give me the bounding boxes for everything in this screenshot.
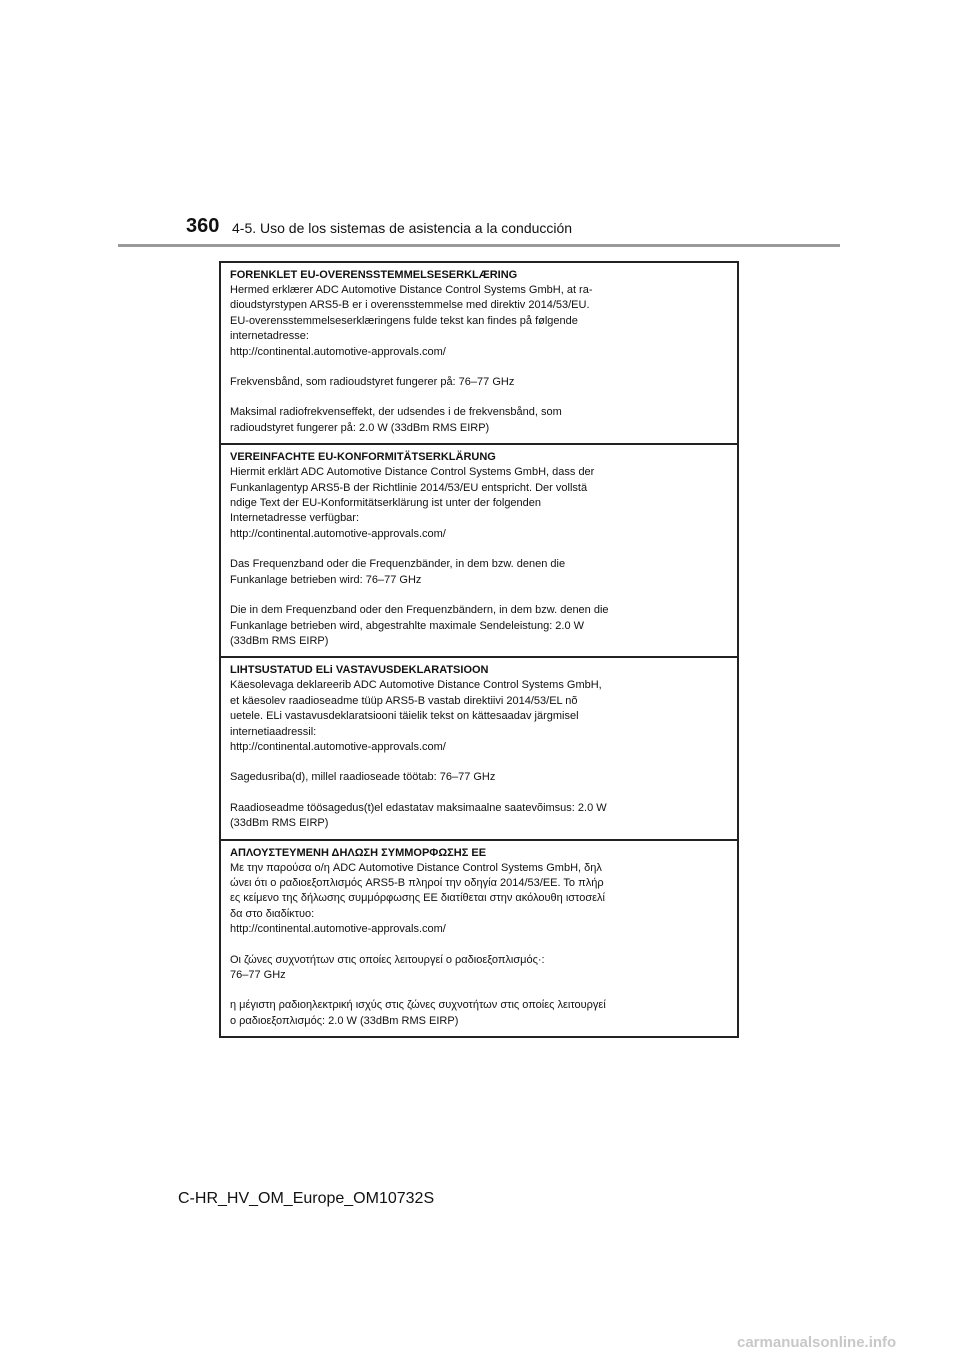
declaration-line: Οι ζώνες συχνοτήτων στις οποίες λειτουργεί ο ραδιοεξοπλισμός·: [230, 953, 545, 966]
page-header [0, 0, 960, 250]
declaration-line: (33dBm RMS EIRP) [230, 634, 329, 647]
section-title: 4-5. Uso de los sistemas de asistencia a la conducción [232, 220, 573, 236]
declaration-line: internetiaadressil: [230, 725, 317, 738]
declaration-line: Hermed erklærer ADC Automotive Distance Control Systems GmbH, at ra- [230, 284, 593, 296]
declaration-line: (33dBm RMS EIRP) [230, 817, 329, 830]
declaration-title: FORENKLET EU-OVERENSSTEMMELSESERKLÆRING [230, 269, 518, 281]
declaration-line: ες κείμενο της δήλωσης συμμόρφωσης ΕΕ διατίθεται στην ακόλουθη ιστοσελί [230, 892, 606, 905]
declaration-line: Die in dem Frequenzband oder den Frequenzbändern, in dem bzw. denen die [230, 604, 609, 617]
paragraph-gap [230, 938, 728, 953]
declaration-line: Internetadresse verfügbar: [230, 512, 360, 525]
document-code: C-HR_HV_OM_Europe_OM10732S [178, 1190, 435, 1207]
paragraph-gap [230, 786, 728, 801]
declaration-line: ώνει ότι ο ραδιοεξοπλισμός ARS5-B πληροί την οδηγία 2014/53/ΕΕ. Το πλήρ [230, 876, 604, 889]
page-number: 360 [186, 215, 220, 237]
declaration-line: Frekvensbånd, som radioudstyret fungerer på: 76–77 GHz [230, 376, 515, 389]
declaration-title: LIHTSUSTATUD ELi VASTAVUSDEKLARATSIOON [230, 664, 489, 677]
paragraph-gap [230, 390, 728, 405]
declaration-title: ΑΠΛΟΥΣΤΕΥΜΕΝΗ ΔΗΛΩΣΗ ΣΥΜΜΟΡΦΩΣΗΣ ΕΕ [230, 846, 487, 859]
declaration-line: δα στο διαδίκτυο: [230, 907, 315, 920]
declaration-line: EU-overensstemmelseserklæringens fulde tekst kan findes på følgende [230, 314, 578, 327]
declaration-line: http://continental.automotive-approvals.com/ [230, 345, 446, 358]
declaration-line: Funkanlagentyp ARS5-B der Richtlinie 2014/53/EU entspricht. Der vollstä [230, 481, 588, 494]
declaration-line: radioudstyret fungerer på: 2.0 W (33dBm RMS EIRP) [230, 421, 490, 434]
declaration-line: η μέγιστη ραδιοηλεκτρική ισχύς στις ζώνες συχνοτήτων στις οποίες λειτουργεί [230, 999, 606, 1012]
declaration-line: dioudstyrstypen ARS5-B er i overensstemmelse med direktiv 2014/53/EU. [230, 299, 590, 312]
declaration-line: Funkanlage betrieben wird: 76–77 GHz [230, 573, 422, 586]
declaration-block [221, 445, 737, 658]
declaration-line: Με την παρούσα ο/η ADC Automotive Distance Control Systems GmbH, δηλ [230, 861, 602, 874]
declaration-line: 76–77 GHz [230, 969, 286, 981]
declaration-line: Maksimal radiofrekvenseffekt, der udsendes i de frekvensbånd, som [230, 406, 562, 419]
declaration-line: Hiermit erklärt ADC Automotive Distance Control Systems GmbH, dass der [230, 466, 595, 479]
declarations-box [219, 261, 739, 1038]
declaration-block [221, 658, 737, 840]
declaration-line: http://continental.automotive-approvals.com/ [230, 923, 446, 936]
declaration-line: Funkanlage betrieben wird, abgestrahlte maximale Sendeleistung: 2.0 W [230, 619, 585, 632]
declaration-line: Das Frequenzband oder die Frequenzbänder, in dem bzw. denen die [230, 558, 566, 571]
declaration-block [221, 841, 737, 1037]
declaration-line: uetele. ELi vastavusdeklaratsiooni täielik tekst on kättesaadav järgmisel [230, 710, 579, 723]
paragraph-gap [230, 755, 728, 770]
paragraph-gap [230, 588, 728, 603]
declaration-line: Raadioseadme töösagedus(t)el edastatav maksimaalne saatevõimsus: 2.0 W [230, 801, 607, 814]
declaration-line: http://continental.automotive-approvals.com/ [230, 527, 446, 540]
paragraph-gap [230, 983, 728, 998]
paragraph-gap [230, 542, 728, 557]
header-rule [118, 244, 840, 247]
declaration-line: ο ραδιοεξοπλισμός: 2.0 W (33dBm RMS EIRP) [230, 1014, 459, 1027]
paragraph-gap [230, 360, 728, 375]
declaration-line: http://continental.automotive-approvals.com/ [230, 740, 446, 753]
watermark: carmanualsonline.info [737, 1334, 897, 1351]
declaration-line: Käesolevaga deklareerib ADC Automotive Distance Control Systems GmbH, [230, 679, 602, 692]
declaration-block [221, 263, 737, 445]
declaration-title: VEREINFACHTE EU-KONFORMITÄTSERKLÄRUNG [230, 451, 496, 464]
declaration-line: et käesolev raadioseadme tüüp ARS5-B vastab direktiivi 2014/53/EL nõ [230, 694, 578, 707]
declaration-line: Sagedusriba(d), millel raadioseade töötab: 76–77 GHz [230, 771, 496, 784]
declaration-line: internetadresse: [230, 330, 309, 343]
declaration-line: ndige Text der EU-Konformitätserklärung ist unter der folgenden [230, 497, 542, 510]
